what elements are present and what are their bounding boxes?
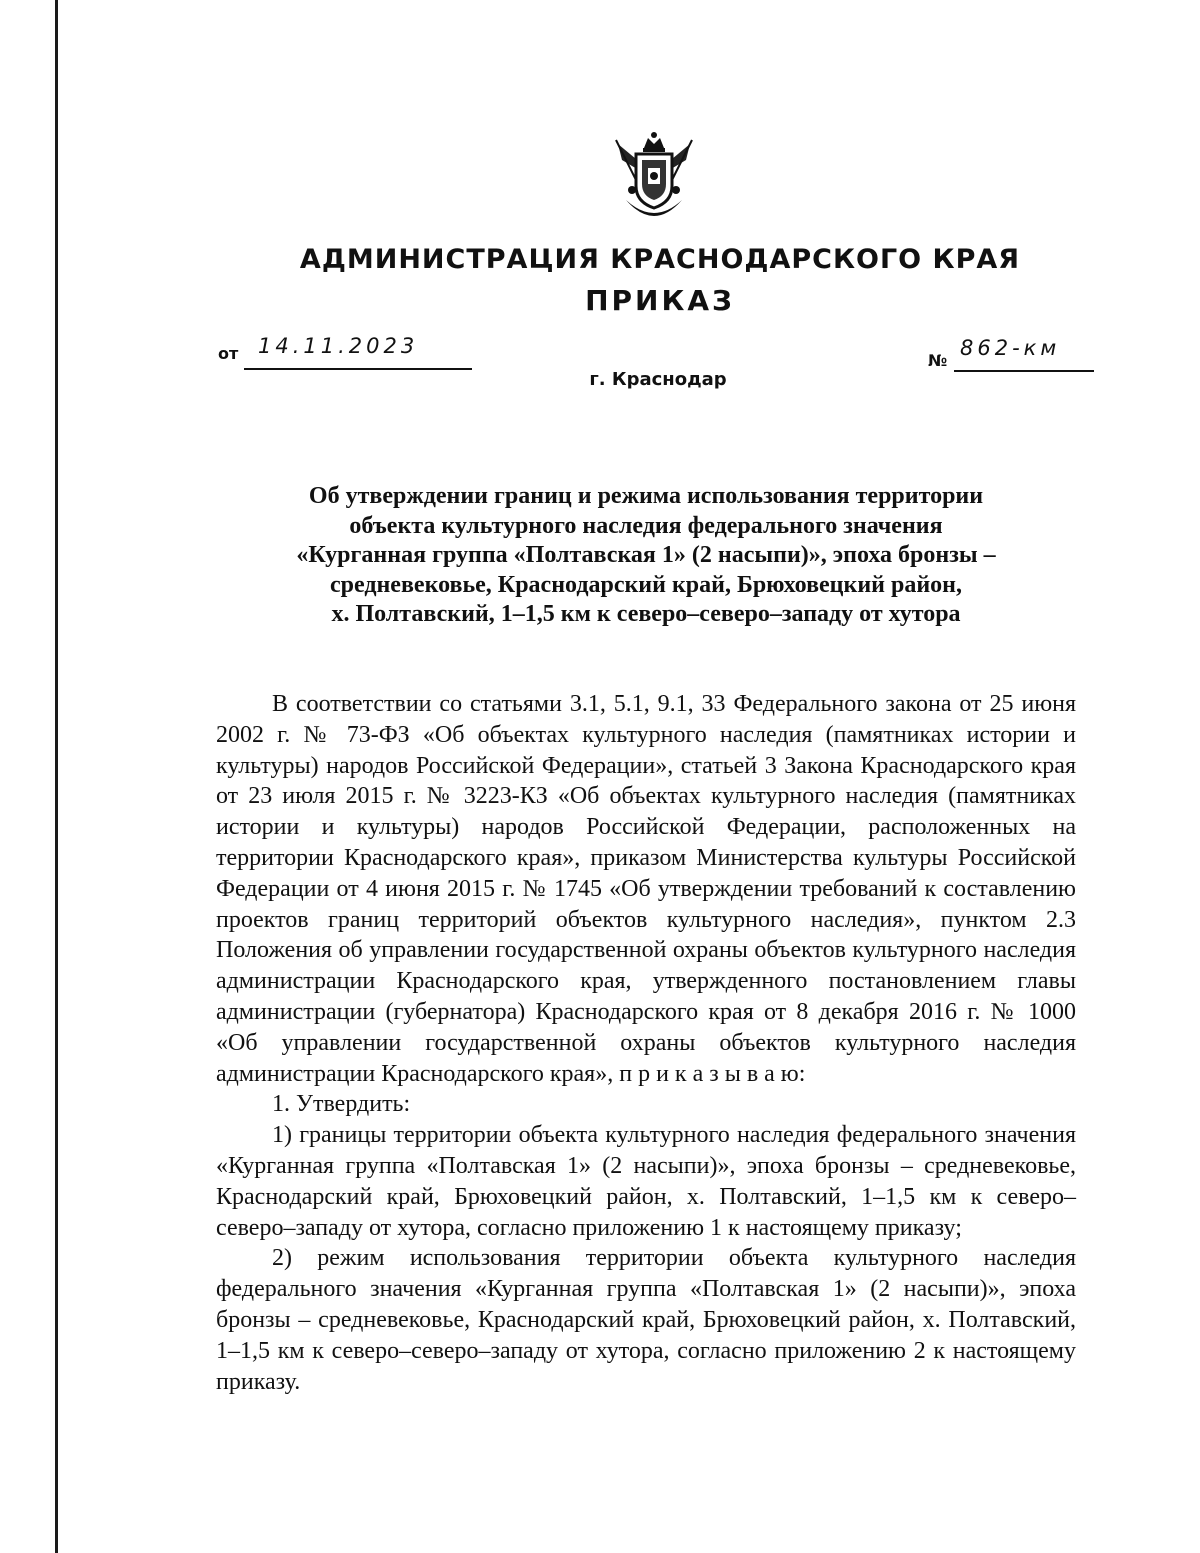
document-type-heading: ПРИКАЗ — [585, 284, 735, 317]
title-line: объекта культурного наследия федерального значения — [349, 512, 943, 539]
title-line: х. Полтавский, 1–1,5 км к северо–северо–западу от хутора — [331, 601, 961, 627]
organization-heading: АДМИНИСТРАЦИЯ КРАСНОДАРСКОГО КРАЯ — [299, 244, 1021, 275]
number-label: № — [928, 351, 948, 370]
title-line: средневековье, Краснодарский край, Брюховецкий район, — [330, 571, 962, 598]
item-1-2: 2) режим использования территории объекта культурного наследия федерального значения «Курганная группа «Полтавская 1» (2 насыпи)», эпоха бронзы – средневековье, Краснодарский край, Брюховецкий район, х. Полтавский, 1–1,5 км к северо–северо–западу от хутора, согласно приложению 2 к настоящему приказу. — [216, 1245, 1076, 1395]
item-1: 1. Утвердить: — [272, 1091, 411, 1118]
document-title — [210, 482, 1082, 630]
number-value: 862-км — [960, 336, 1061, 360]
scan-edge-line — [55, 0, 58, 1553]
title-line: «Курганная группа «Полтавская 1» (2 насыпи)», эпоха бронзы – — [296, 542, 996, 568]
date-label: от — [218, 344, 239, 363]
preamble-paragraph: В соответствии со статьями 3.1, 5.1, 9.1, 33 Федерального закона от 25 июня 2002 г. № 73-ФЗ «Об объектах культурного наследия (памятниках истории и культуры) народов Российской Федерации», статьей 3 Закона Краснодарского края от 23 июля 2015 г. № 3223-КЗ «Об объектах культурного наследия (памятниках истории и культуры) народов Российской Федерации, расположенных на территории Краснодарского края», приказом Министерства культуры Российской Федерации от 4 июня 2015 г. № 1745 «Об утверждении требований к составлению проектов границ территорий объектов культурного наследия», пунктом 2.3 Положения об управлении государственной охраны объектов культурного наследия администрации Краснодарского края, утвержденного постановлением главы администрации (губернатора) Краснодарского края от 8 декабря 2016 г. № 1000 «Об управлении государственной охраны объектов культурного наследия администрации Краснодарского края», п р и к а з ы в а ю: — [216, 691, 1076, 1087]
krasnodar-krai-coat-of-arms-icon — [612, 130, 696, 224]
title-line: Об утверждении границ и режима использования территории — [308, 483, 984, 509]
city-label: г. Краснодар — [589, 369, 727, 390]
date-value: 14.11.2023 — [258, 334, 419, 358]
document-body — [216, 689, 1076, 1397]
item-1-1: 1) границы территории объекта культурного наследия федерального значения «Курганная группа «Полтавская 1» (2 насыпи)», эпоха бронзы – средневековье, Краснодарский край, Брюховецкий район, х. Полтавский, 1–1,5 км к северо–северо–западу от хутора, согласно приложению 1 к настоящему приказу; — [216, 1122, 1076, 1241]
